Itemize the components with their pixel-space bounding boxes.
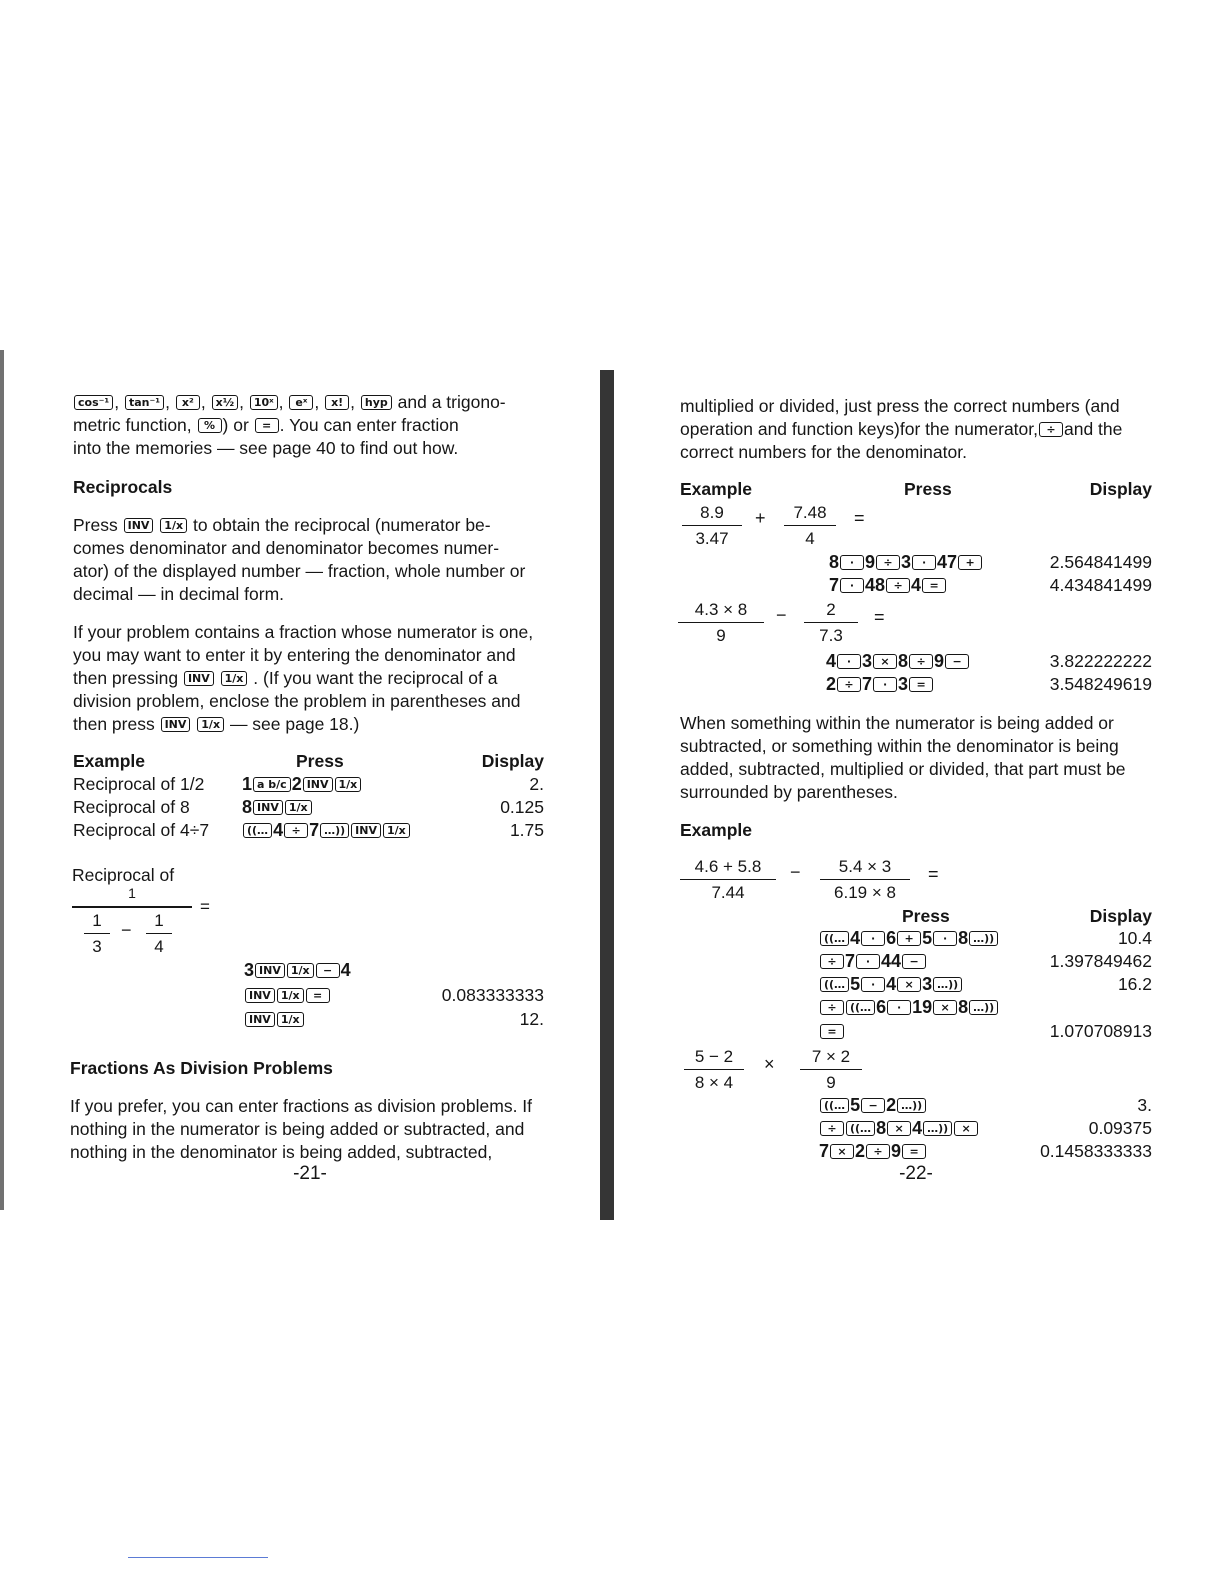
inv-key: INV <box>161 717 191 732</box>
ex1-seq-1: 8 · 9 ÷ 3 · 47 + <box>829 551 983 574</box>
row-2-example: Reciprocal of 8 <box>73 797 190 817</box>
frac-p-line-2: nothing in the numerator is being added or subtracted, and <box>70 1119 525 1139</box>
r-para-line-3: added, subtracted, multiplied or divided, that part must be <box>680 759 1126 779</box>
ex4-seq-3: 7 × 2 ÷ 9 = <box>819 1140 927 1163</box>
ex4-times: × <box>764 1054 775 1074</box>
intro-line-2: metric function, % ) or = . You can enter fraction <box>73 415 459 435</box>
row-3-example: Reciprocal of 4÷7 <box>73 820 210 840</box>
recip-display-1: 0.083333333 <box>441 985 544 1005</box>
ex2-seq-1: 4 · 3 × 8 ÷ 9 − <box>826 650 970 673</box>
binding-edge-left <box>0 350 4 1210</box>
r-para-line-1: When something within the numerator is being added or <box>680 713 1114 733</box>
ex4-seq-2: ÷ ((… 8 × 4 …)) × <box>819 1117 979 1140</box>
inv-key: INV <box>184 671 214 686</box>
reciprocal-key: 1/x <box>160 518 187 533</box>
ex4-display-3: 0.1458333333 <box>1040 1141 1152 1161</box>
ex2-fraction-a: $\frac{4.3 \times 8}{9}$ <box>678 599 764 647</box>
ex1-equals: = <box>854 508 865 528</box>
binding-shadow <box>600 370 614 1220</box>
page-number-left: -21- <box>293 1163 327 1184</box>
recip-p1-line-4: decimal — in decimal form. <box>73 584 285 604</box>
ex4-seq-1: ((… 5 − 2 …)) <box>819 1094 927 1117</box>
table-head-example: Example <box>73 751 145 771</box>
intro-line-3: into the memories — see page 40 to find out how. <box>73 438 459 458</box>
r-para-line-2: subtracted, or something within the denominator is being <box>680 736 1119 756</box>
ex4-display-2: 0.09375 <box>1088 1118 1152 1138</box>
e-power-key: eˣ <box>289 395 313 410</box>
ex3-seq-1: ((… 4 · 6 + 5 · 8 …)) <box>819 927 999 950</box>
r-intro-line-2: operation and function keys)for the numerator, ÷ and the <box>680 419 1123 439</box>
hyp-key: hyp <box>361 395 392 410</box>
recip-seq-2: INV 1/x = <box>244 984 331 1007</box>
r-head2-display: Display <box>1089 906 1152 926</box>
fraction-minus: − <box>121 920 132 940</box>
frac-p-line-3: nothing in the denominator is being added, subtracted, <box>70 1142 493 1162</box>
ex1-fraction-a: $\frac{8.9}{3.47}$ <box>682 502 742 550</box>
row-2-display: 0.125 <box>500 797 544 817</box>
reciprocals-heading: Reciprocals <box>73 477 173 497</box>
recip-p2-line-3: then pressing INV 1/x . (If you want the reciprocal of a <box>73 668 498 688</box>
recip-seq-3: INV 1/x <box>244 1008 305 1031</box>
recip-p2-line-4: division problem, enclose the problem in parentheses and <box>73 691 521 711</box>
table-head-press: Press <box>296 751 344 771</box>
r-intro-line-1: multiplied or divided, just press the correct numbers (and <box>680 396 1120 416</box>
reciprocal-key: 1/x <box>221 671 248 686</box>
complex-fraction-numerator: 1 <box>128 885 136 901</box>
ex4-fraction-b: $\frac{7 \times 2}{9}$ <box>800 1046 862 1094</box>
fraction-one-third: $\frac{1}{3}$ <box>84 910 110 958</box>
ex2-display-2: 3.548249619 <box>1049 674 1152 694</box>
recip-p1-line-1: Press INV 1/x to obtain the reciprocal (numerator be- <box>73 515 491 535</box>
recip-p2-line-1: If your problem contains a fraction whose numerator is one, <box>73 622 534 642</box>
ex4-display-1: 3. <box>1137 1095 1152 1115</box>
ex2-seq-2: 2 ÷ 7 · 3 = <box>826 673 934 696</box>
ex3-seq-5: = <box>819 1020 845 1043</box>
ex1-seq-2: 7 · 48 ÷ 4 = <box>829 574 947 597</box>
reciprocal-key: 1/x <box>197 717 224 732</box>
ex1-fraction-b: $\frac{7.48}{4}$ <box>784 502 836 550</box>
ex2-display-1: 3.822222222 <box>1049 651 1152 671</box>
ex3-display-1: 10.4 <box>1117 928 1152 948</box>
ex3-fraction-a: $\frac{4.6 + 5.8}{7.44}$ <box>680 856 776 904</box>
percent-key: % <box>198 418 222 433</box>
ex1-plus: + <box>755 508 766 528</box>
row-1-example: Reciprocal of 1/2 <box>73 774 205 794</box>
complex-fraction-equals: = <box>200 897 210 916</box>
r-head-example: Example <box>680 479 752 499</box>
ex2-equals: = <box>874 607 885 627</box>
ex3-fraction-b: $\frac{5.4 \times 3}{6.19 \times 8}$ <box>820 856 910 904</box>
r-head-press: Press <box>904 479 952 499</box>
ex1-display-2: 4.434841499 <box>1049 575 1152 595</box>
recip-seq-1: 3 INV 1/x − 4 <box>244 960 351 980</box>
ex3-display-4: 1.070708913 <box>1049 1021 1152 1041</box>
fraction-one-quarter: $\frac{1}{4}$ <box>146 910 172 958</box>
fractions-heading: Fractions As Division Problems <box>70 1058 333 1078</box>
row-3-press: ((… 4 ÷ 7 …)) INV 1/x <box>242 819 411 842</box>
factorial-key: x! <box>325 395 349 410</box>
row-1-display: 2. <box>529 774 544 794</box>
table-head-display: Display <box>481 751 544 771</box>
row-3-display: 1.75 <box>509 820 544 840</box>
r-intro-line-3: correct numbers for the denominator. <box>680 442 967 462</box>
x-squared-key: x² <box>176 395 200 410</box>
row-2-press: 8 INV 1/x <box>242 796 313 819</box>
inv-key: INV <box>124 518 154 533</box>
r-para-line-4: surrounded by parentheses. <box>680 782 898 802</box>
ex1-display-1: 2.564841499 <box>1049 552 1152 572</box>
r-head-display: Display <box>1089 479 1152 499</box>
recip-p2-line-2: you may want to enter it by entering the denominator and <box>73 645 516 665</box>
complex-fraction-bar <box>72 906 192 908</box>
row-1-press: 1 a b/c 2 INV 1/x <box>242 773 362 796</box>
cos-inv-key: cos⁻¹ <box>74 395 113 410</box>
divide-key: ÷ <box>1039 422 1063 437</box>
ex3-display-3: 16.2 <box>1117 974 1152 994</box>
ex2-fraction-b: $\frac{2}{7.3}$ <box>804 599 858 647</box>
ex3-seq-2: ÷ 7 · 44 − <box>819 950 927 973</box>
recip-display-2: 12. <box>519 1009 544 1029</box>
ex3-minus: − <box>790 862 801 882</box>
ex3-display-2: 1.397849462 <box>1049 951 1152 971</box>
ten-power-key: 10ˣ <box>250 395 278 410</box>
recip-p2-line-5: then press INV 1/x — see page 18.) <box>73 714 360 734</box>
scan-line <box>128 1557 268 1558</box>
r-head2-press: Press <box>902 906 950 926</box>
ex3-seq-3: ((… 5 · 4 × 3 …)) <box>819 973 963 996</box>
page-number-right: -22- <box>899 1163 933 1184</box>
ex2-minus: − <box>776 605 787 625</box>
ex3-seq-4: ÷ ((… 6 · 19 × 8 …)) <box>819 996 999 1019</box>
ex3-equals: = <box>928 864 939 884</box>
recip-p1-line-2: comes denominator and denominator becomes numer- <box>73 538 500 558</box>
equals-key: = <box>255 418 279 433</box>
recip-p1-line-3: ator) of the displayed number — fraction, whole number or <box>73 561 526 581</box>
tan-inv-key: tan⁻¹ <box>125 395 164 410</box>
frac-p-line-1: If you prefer, you can enter fractions as division problems. If <box>70 1096 533 1116</box>
intro-line-1: cos⁻¹ , tan⁻¹ , x² , x½ , 10ˣ , eˣ , x! , hyp and a trigono- <box>73 391 553 414</box>
r-example-label: Example <box>680 820 752 840</box>
ex4-fraction-a: $\frac{5 - 2}{8 \times 4}$ <box>684 1046 744 1094</box>
x-root-key: x½ <box>212 395 238 410</box>
reciprocal-of-label: Reciprocal of <box>72 865 175 885</box>
